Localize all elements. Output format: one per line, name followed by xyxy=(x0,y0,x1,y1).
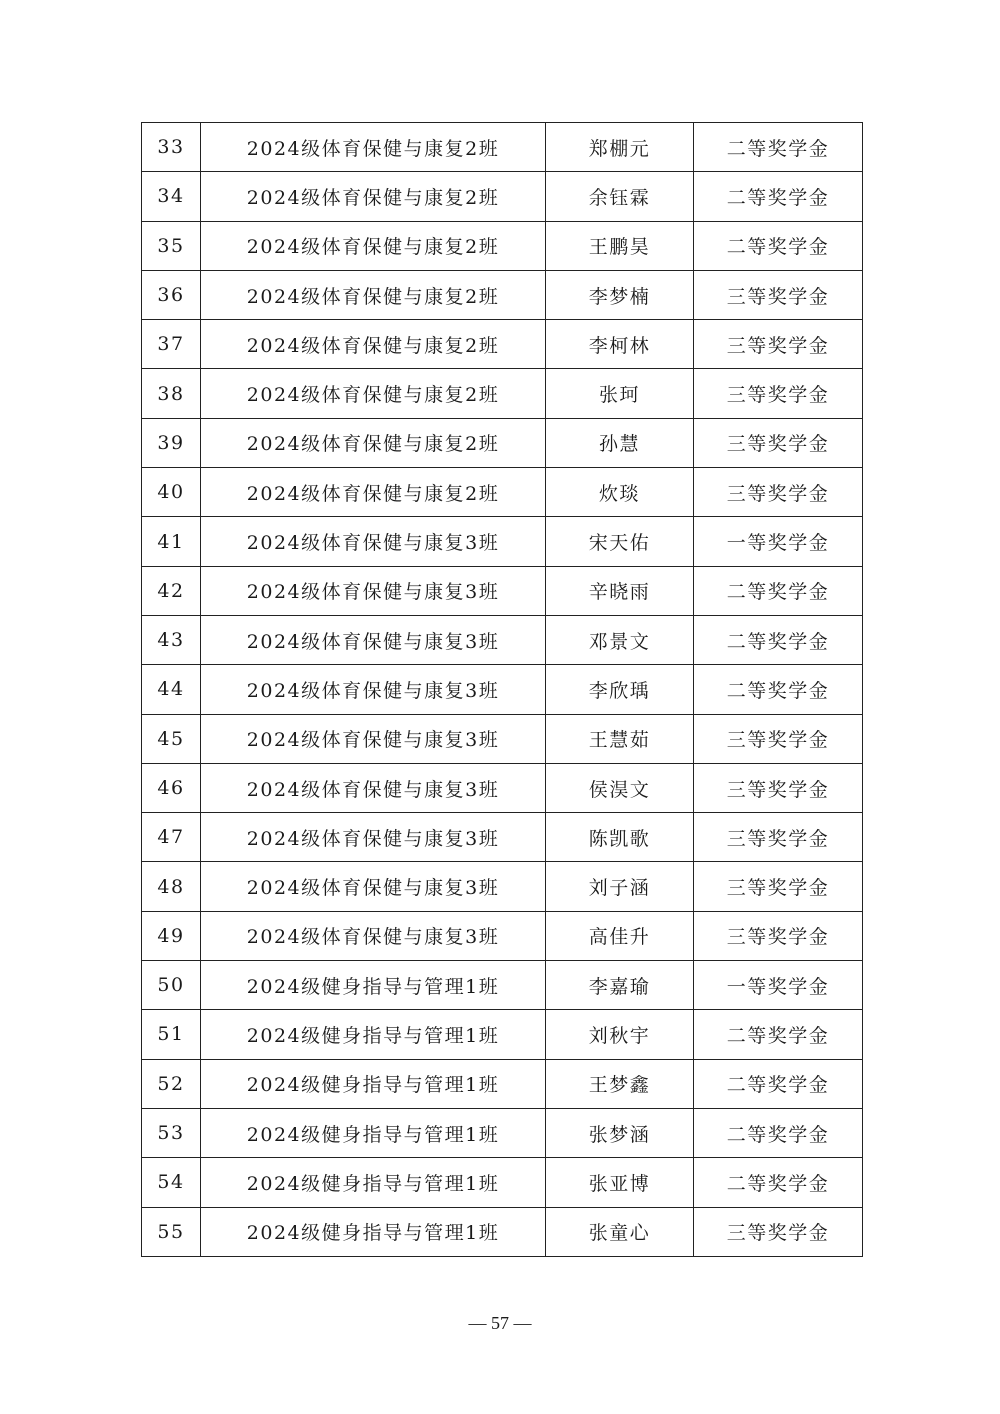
award-level-cell: 三等奖学金 xyxy=(694,813,863,862)
award-level-cell: 二等奖学金 xyxy=(694,665,863,714)
class-name-cell: 2024级体育保健与康复3班 xyxy=(201,763,546,812)
student-name-cell: 郑棚元 xyxy=(546,123,694,172)
award-level-cell: 一等奖学金 xyxy=(694,517,863,566)
class-name-cell: 2024级体育保健与康复2班 xyxy=(201,369,546,418)
table-row xyxy=(142,1010,863,1059)
table-row xyxy=(142,862,863,911)
table-row xyxy=(142,813,863,862)
award-level-cell: 三等奖学金 xyxy=(694,468,863,517)
row-number-cell: 34 xyxy=(142,172,201,221)
award-level-cell: 二等奖学金 xyxy=(694,1108,863,1157)
award-level-cell: 三等奖学金 xyxy=(694,369,863,418)
award-level-cell: 二等奖学金 xyxy=(694,123,863,172)
row-number-cell: 55 xyxy=(142,1207,201,1256)
table-row xyxy=(142,270,863,319)
row-number-cell: 50 xyxy=(142,961,201,1010)
row-number-cell: 42 xyxy=(142,566,201,615)
table-row xyxy=(142,172,863,221)
table-row xyxy=(142,615,863,664)
student-name-cell: 邓景文 xyxy=(546,615,694,664)
row-number-cell: 37 xyxy=(142,320,201,369)
class-name-cell: 2024级体育保健与康复2班 xyxy=(201,172,546,221)
row-number-cell: 40 xyxy=(142,468,201,517)
row-number-cell: 49 xyxy=(142,911,201,960)
class-name-cell: 2024级体育保健与康复3班 xyxy=(201,911,546,960)
row-number-cell: 36 xyxy=(142,270,201,319)
table-row xyxy=(142,1158,863,1207)
award-level-cell: 三等奖学金 xyxy=(694,911,863,960)
class-name-cell: 2024级体育保健与康复3班 xyxy=(201,714,546,763)
table-row xyxy=(142,369,863,418)
table-row xyxy=(142,517,863,566)
class-name-cell: 2024级体育保健与康复2班 xyxy=(201,320,546,369)
class-name-cell: 2024级体育保健与康复3班 xyxy=(201,862,546,911)
row-number-cell: 44 xyxy=(142,665,201,714)
row-number-cell: 43 xyxy=(142,615,201,664)
student-name-cell: 刘秋宇 xyxy=(546,1010,694,1059)
award-level-cell: 二等奖学金 xyxy=(694,1010,863,1059)
table-row xyxy=(142,566,863,615)
table-row xyxy=(142,665,863,714)
table-row xyxy=(142,961,863,1010)
student-name-cell: 刘子涵 xyxy=(546,862,694,911)
student-name-cell: 王梦鑫 xyxy=(546,1059,694,1108)
class-name-cell: 2024级体育保健与康复3班 xyxy=(201,813,546,862)
row-number-cell: 53 xyxy=(142,1108,201,1157)
student-name-cell: 张亚博 xyxy=(546,1158,694,1207)
row-number-cell: 52 xyxy=(142,1059,201,1108)
student-name-cell: 李欣瑀 xyxy=(546,665,694,714)
student-name-cell: 张梦涵 xyxy=(546,1108,694,1157)
student-name-cell: 侯淏文 xyxy=(546,763,694,812)
student-name-cell: 王鹏昊 xyxy=(546,221,694,270)
award-level-cell: 三等奖学金 xyxy=(694,1207,863,1256)
award-level-cell: 三等奖学金 xyxy=(694,418,863,467)
row-number-cell: 48 xyxy=(142,862,201,911)
row-number-cell: 39 xyxy=(142,418,201,467)
class-name-cell: 2024级体育保健与康复3班 xyxy=(201,665,546,714)
student-name-cell: 李梦楠 xyxy=(546,270,694,319)
award-level-cell: 二等奖学金 xyxy=(694,566,863,615)
row-number-cell: 47 xyxy=(142,813,201,862)
class-name-cell: 2024级健身指导与管理1班 xyxy=(201,1158,546,1207)
page-number: — 57 — xyxy=(468,1313,532,1333)
row-number-cell: 33 xyxy=(142,123,201,172)
class-name-cell: 2024级体育保健与康复3班 xyxy=(201,517,546,566)
table-row xyxy=(142,763,863,812)
table-row xyxy=(142,1059,863,1108)
class-name-cell: 2024级体育保健与康复2班 xyxy=(201,123,546,172)
class-name-cell: 2024级健身指导与管理1班 xyxy=(201,961,546,1010)
award-level-cell: 二等奖学金 xyxy=(694,1059,863,1108)
student-name-cell: 宋天佑 xyxy=(546,517,694,566)
student-name-cell: 陈凯歌 xyxy=(546,813,694,862)
scholarship-table-body xyxy=(142,123,863,1257)
class-name-cell: 2024级健身指导与管理1班 xyxy=(201,1207,546,1256)
table-row xyxy=(142,123,863,172)
table-row xyxy=(142,418,863,467)
student-name-cell: 高佳升 xyxy=(546,911,694,960)
class-name-cell: 2024级体育保健与康复3班 xyxy=(201,615,546,664)
student-name-cell: 孙慧 xyxy=(546,418,694,467)
class-name-cell: 2024级健身指导与管理1班 xyxy=(201,1108,546,1157)
table-row xyxy=(142,1207,863,1256)
table-row xyxy=(142,320,863,369)
student-name-cell: 张珂 xyxy=(546,369,694,418)
row-number-cell: 38 xyxy=(142,369,201,418)
award-level-cell: 三等奖学金 xyxy=(694,862,863,911)
award-level-cell: 三等奖学金 xyxy=(694,320,863,369)
award-level-cell: 二等奖学金 xyxy=(694,172,863,221)
award-level-cell: 二等奖学金 xyxy=(694,221,863,270)
award-level-cell: 三等奖学金 xyxy=(694,714,863,763)
row-number-cell: 45 xyxy=(142,714,201,763)
table-row xyxy=(142,714,863,763)
scholarship-table xyxy=(141,122,863,1257)
class-name-cell: 2024级健身指导与管理1班 xyxy=(201,1010,546,1059)
class-name-cell: 2024级体育保健与康复2班 xyxy=(201,221,546,270)
award-level-cell: 一等奖学金 xyxy=(694,961,863,1010)
student-name-cell: 张童心 xyxy=(546,1207,694,1256)
class-name-cell: 2024级体育保健与康复3班 xyxy=(201,566,546,615)
class-name-cell: 2024级健身指导与管理1班 xyxy=(201,1059,546,1108)
student-name-cell: 李嘉瑜 xyxy=(546,961,694,1010)
award-level-cell: 三等奖学金 xyxy=(694,763,863,812)
award-level-cell: 二等奖学金 xyxy=(694,1158,863,1207)
table-row xyxy=(142,911,863,960)
class-name-cell: 2024级体育保健与康复2班 xyxy=(201,418,546,467)
table-row xyxy=(142,1108,863,1157)
class-name-cell: 2024级体育保健与康复2班 xyxy=(201,468,546,517)
table-row xyxy=(142,221,863,270)
student-name-cell: 辛晓雨 xyxy=(546,566,694,615)
award-level-cell: 三等奖学金 xyxy=(694,270,863,319)
student-name-cell: 李柯林 xyxy=(546,320,694,369)
row-number-cell: 51 xyxy=(142,1010,201,1059)
student-name-cell: 余钰霖 xyxy=(546,172,694,221)
row-number-cell: 41 xyxy=(142,517,201,566)
award-level-cell: 二等奖学金 xyxy=(694,615,863,664)
student-name-cell: 炊琰 xyxy=(546,468,694,517)
row-number-cell: 35 xyxy=(142,221,201,270)
class-name-cell: 2024级体育保健与康复2班 xyxy=(201,270,546,319)
row-number-cell: 46 xyxy=(142,763,201,812)
row-number-cell: 54 xyxy=(142,1158,201,1207)
student-name-cell: 王慧茹 xyxy=(546,714,694,763)
table-row xyxy=(142,468,863,517)
